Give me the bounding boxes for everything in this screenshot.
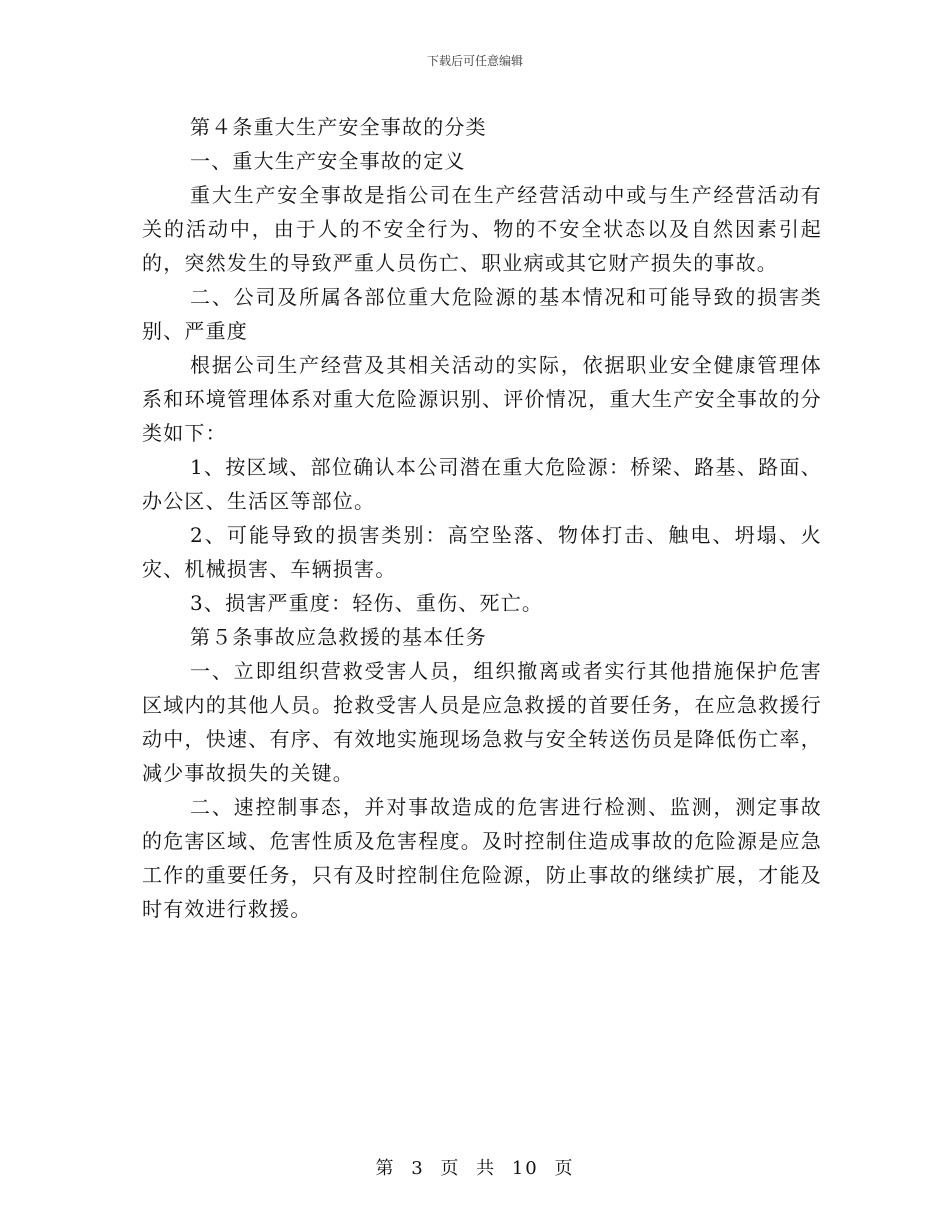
article-5-heading: 第５条事故应急救援的基本任务 — [190, 625, 487, 649]
document-body — [142, 110, 822, 926]
rescue-task-paragraph-2: 二、速控制事态，并对事故造成的危害进行检测、监测，测定事故的危害区域、危害性质及危害程度。及时控制住造成事故的危险源是应急工作的重要任务，只有及时控制住危险源，防止事故的继续扩展，才能及时有效进行救援。 — [142, 795, 822, 921]
classification-intro-paragraph: 根据公司生产经营及其相关活动的实际，依据职业安全健康管理体系和环境管理体系对重大危险源识别、评价情况，重大生产安全事故的分类如下： — [142, 353, 822, 445]
article-4-heading: 第４条重大生产安全事故的分类 — [190, 115, 487, 139]
header-note: 下载后可任意编辑 — [426, 54, 523, 68]
hazard-locations-item: 1、按区域、部位确认本公司潜在重大危险源：桥梁、路基、路面、办公区、生活区等部位。 — [142, 455, 822, 513]
page-number-footer: 第 3 页 共 10 页 — [375, 1158, 575, 1179]
damage-types-item: 2、可能导致的损害类别：高空坠落、物体打击、触电、坍塌、火灾、机械损害、车辆损害。 — [142, 523, 822, 581]
section-hazard-heading: 二、公司及所属各部位重大危险源的基本情况和可能导致的损害类别、严重度 — [142, 285, 822, 343]
definition-paragraph: 重大生产安全事故是指公司在生产经营活动中或与生产经营活动有关的活动中，由于人的不安全行为、物的不安全状态以及自然因素引起的，突然发生的导致严重人员伤亡、职业病或其它财产损失的事故。 — [142, 183, 822, 275]
section-definition-heading: 一、重大生产安全事故的定义 — [190, 149, 466, 173]
rescue-task-paragraph-1: 一、立即组织营救受害人员，组织撤离或者实行其他措施保护危害区域内的其他人员。抢救受害人员是应急救援的首要任务，在应急救援行动中，快速、有序、有效地实施现场急救与安全转送伤员是降低伤亡率，减少事故损失的关键。 — [142, 659, 822, 785]
severity-item: 3、损害严重度：轻伤、重伤、死亡。 — [190, 591, 544, 615]
